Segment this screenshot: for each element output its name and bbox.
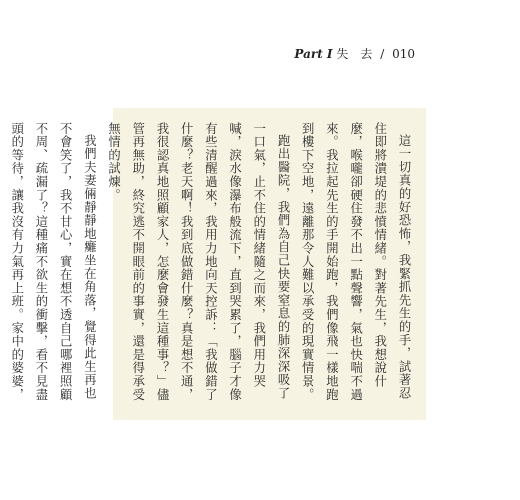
paragraph-3	[0, 122, 101, 406]
paragraph-2	[101, 122, 295, 406]
paragraph-2-text: 跑出醫院，我們為自己快要窒息的肺深深吸了一口氣，止不住的情緒隨之而來，我們用力哭喊，淚水像瀑布般流下，直到哭累了，腦子才像有些清醒過來，我用力地向天控訴：「我做錯了什麼？老天啊！我到底做錯什麼？真是想不通，我很認真地照顧家人，怎麼會發生這種事？」儘管再無助，終究逃不開眼前的事實，還是得承受無情的試煉。	[106, 122, 290, 402]
running-header	[294, 45, 415, 62]
part-label: Part I	[294, 47, 333, 61]
paragraph-1	[295, 122, 416, 406]
paragraph-1-text: 這一切真的好恐怖，我緊抓先生的手，試著忍住即將潰堤的悲憤情緒。對著先生，我想說什麼，喉嚨卻硬住發不出一點聲響，氣也快喘不過來。我拉起先生的手開始跑，我們像飛一樣地跑到樓下空地，遠離那令人難以承受的現實情景。	[300, 122, 411, 402]
page-number: 010	[392, 47, 415, 61]
vertical-body-text	[0, 122, 416, 406]
section-title: 失 去	[336, 47, 373, 61]
paragraph-3-text: 我們夫妻倆靜靜地癱坐在角落，覺得此生再也不會笑了，我不甘心，實在想不透自己哪裡照顧不周、疏漏了？這種痛不欲生的衝擊，看不見盡頭的等待，讓我沒有力氣再上班。家中的婆婆，	[9, 122, 97, 402]
text-panel	[9, 108, 426, 420]
header-separator: /	[380, 47, 385, 61]
